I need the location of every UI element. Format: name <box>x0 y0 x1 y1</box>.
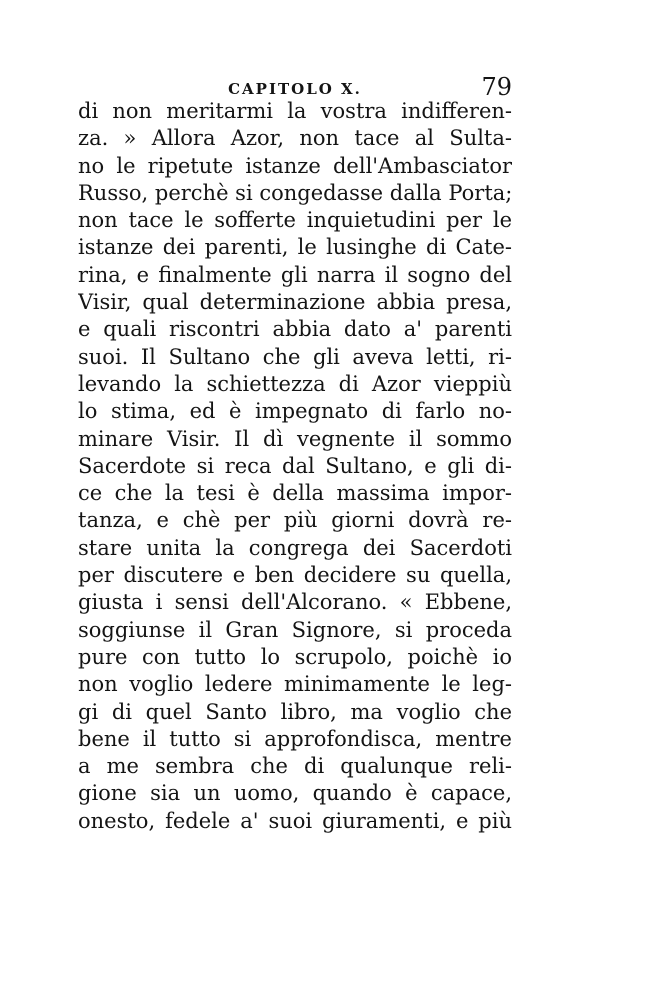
page-number: 79 <box>481 73 512 101</box>
text-line: giusta i sensi dell'Alcorano. « Ebbene, <box>78 590 512 615</box>
text-line: lo stima, ed è impegnato di farlo no- <box>78 399 512 424</box>
text-line: za. » Allora Azor, non tace al Sulta- <box>78 126 512 151</box>
text-line: istanze dei parenti, le lusinghe di Cate- <box>78 235 512 260</box>
text-line: levando la schiettezza di Azor vieppiù <box>78 371 512 396</box>
text-line: soggiunse il Gran Signore, si proceda <box>78 617 512 642</box>
text-line: gione sia un uomo, quando è capace, <box>78 781 512 806</box>
text-line: non voglio ledere minimamente le leg- <box>78 672 512 697</box>
body-text <box>78 98 512 835</box>
text-line: e quali riscontri abbia dato a' parenti <box>78 317 512 342</box>
text-line: gi di quel Santo libro, ma voglio che <box>78 699 512 724</box>
text-line: minare Visir. Il dì vegnente il sommo <box>78 426 512 451</box>
text-line: onesto, fedele a' suoi giuramenti, e più <box>78 808 512 833</box>
text-line: pure con tutto lo scrupolo, poichè io <box>78 644 512 669</box>
text-line: Visir, qual determinazione abbia presa, <box>78 290 512 315</box>
text-line: non tace le sofferte inquietudini per le <box>78 208 512 233</box>
text-line: di non meritarmi la vostra indifferen- <box>78 99 512 123</box>
text-line: ce che la tesi è della massima impor- <box>78 481 512 506</box>
text-line: no le ripetute istanze dell'Ambasciator <box>78 153 512 178</box>
text-line: suoi. Il Sultano che gli aveva letti, ri- <box>78 344 512 369</box>
text-line: bene il tutto si approfondisca, mentre <box>78 726 512 751</box>
text-line: stare unita la congrega dei Sacerdoti <box>78 535 512 560</box>
chapter-title: CAPITOLO X. <box>228 80 362 98</box>
text-line: rina, e finalmente gli narra il sogno del <box>78 262 512 287</box>
text-line: Sacerdote si reca dal Sultano, e gli di- <box>78 453 512 478</box>
text-line: a me sembra che di qualunque reli- <box>78 754 512 779</box>
text-line: Russo, perchè si congedasse dalla Porta; <box>78 180 512 205</box>
text-line: tanza, e chè per più giorni dovrà re- <box>78 508 512 533</box>
text-line: per discutere e ben decidere su quella, <box>78 563 512 588</box>
